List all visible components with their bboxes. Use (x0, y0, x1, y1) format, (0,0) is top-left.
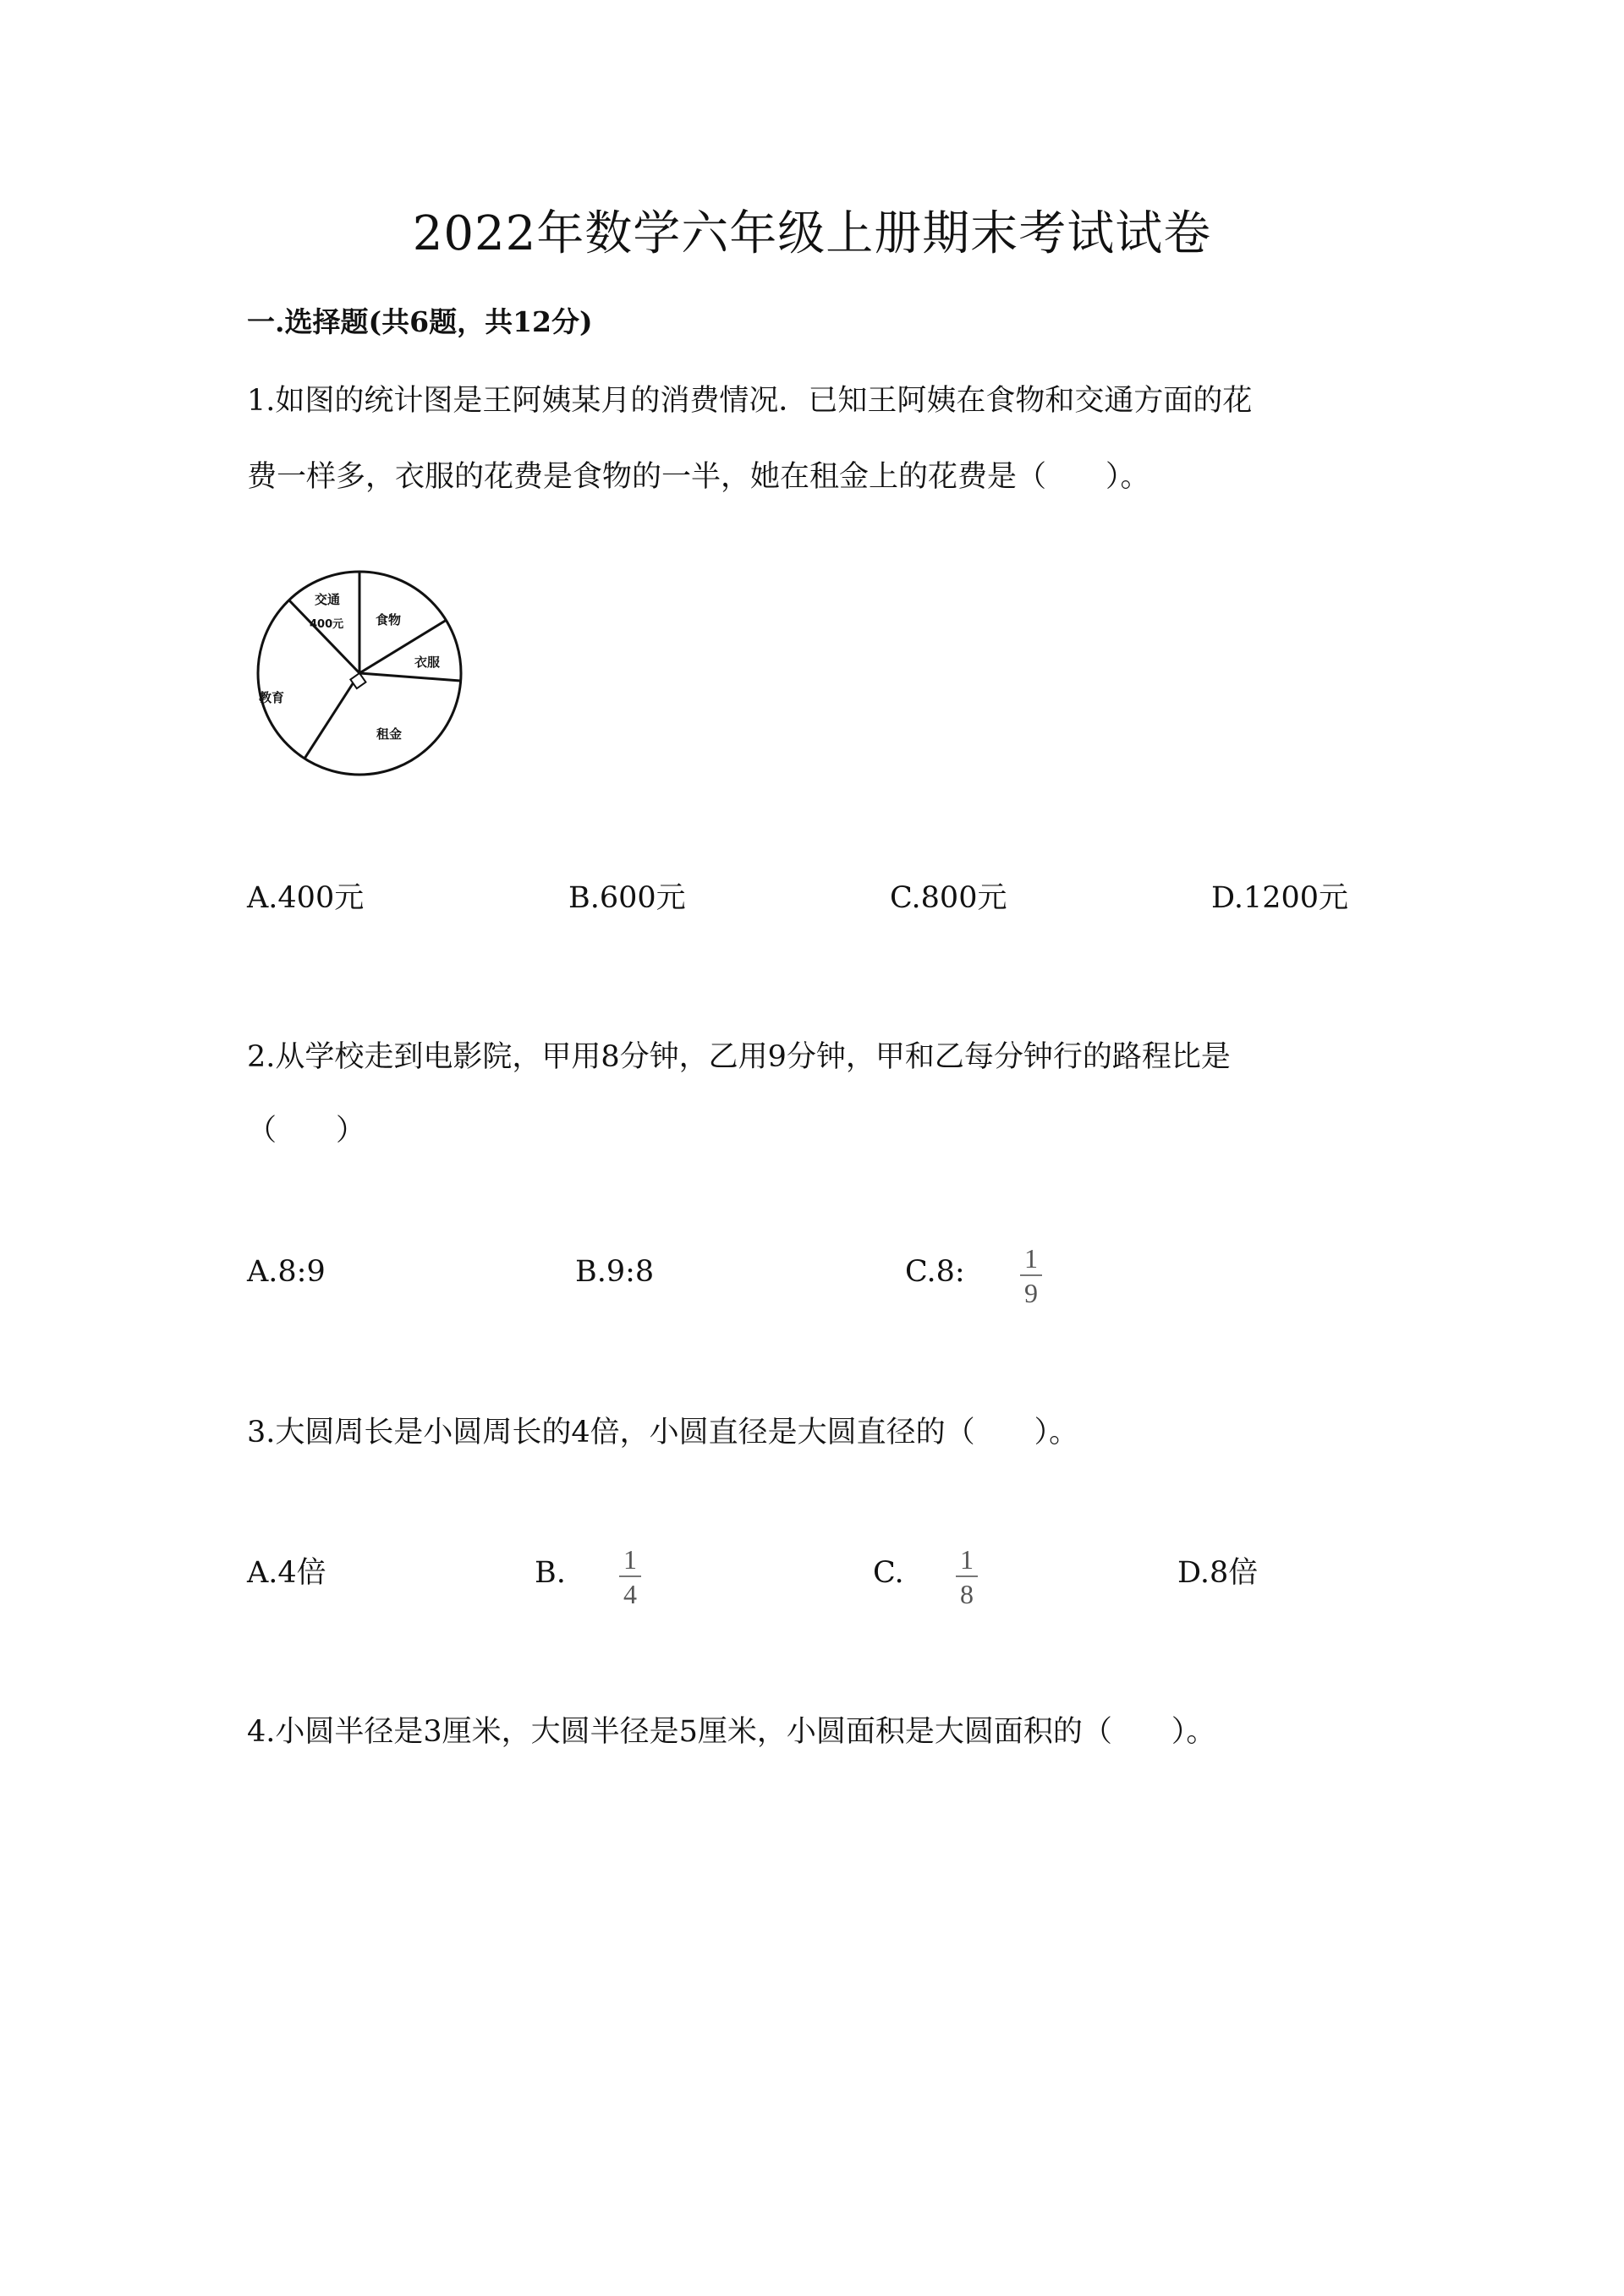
fraction-numerator: 1 (623, 1544, 637, 1575)
question-4-line-1: 4.小圆半径是3厘米，大圆半径是5厘米，小圆面积是大圆面积的（ ）。 (247, 1715, 1216, 1749)
right-angle-mark (350, 673, 365, 688)
page-title: 2022年数学六年级上册期末考试试卷 (412, 206, 1212, 261)
q1-option-d: D.1200元 (1211, 881, 1349, 915)
q3-option-c-fraction (956, 1544, 978, 1609)
q2-option-a: A.8:9 (247, 1255, 326, 1289)
pie-divider-transport (289, 600, 359, 673)
question-2-line-2: （ ） (247, 1114, 366, 1148)
question-3-line-1: 3.大圆周长是小圆周长的4倍，小圆直径是大圆直径的（ ）。 (247, 1416, 1079, 1449)
q2-option-c-fraction (1020, 1243, 1042, 1308)
pie-label-transport: 交通 (315, 592, 341, 607)
q2-option-c: C.8: (905, 1255, 965, 1289)
fraction-denominator: 4 (623, 1579, 637, 1609)
q3-option-c: C. (873, 1556, 904, 1590)
fraction-numerator: 1 (960, 1544, 974, 1575)
q1-option-c: C.800元 (890, 881, 1007, 915)
q3-option-d: D.8倍 (1177, 1556, 1259, 1590)
question-1-line-1: 1.如图的统计图是王阿姨某月的消费情况．已知王阿姨在食物和交通方面的花 (247, 384, 1253, 418)
question-2-line-1: 2.从学校走到电影院，甲用8分钟，乙用9分钟，甲和乙每分钟行的路程比是 (247, 1040, 1231, 1074)
q3-option-b: B. (535, 1556, 566, 1590)
pie-label-clothes: 衣服 (414, 655, 441, 670)
pie-divider-education (304, 673, 359, 759)
pie-label-transport-value: 400元 (310, 618, 344, 631)
fraction-bar (1020, 1274, 1042, 1276)
q1-option-b: B.600元 (568, 881, 686, 915)
q2-option-b: B.9:8 (575, 1255, 655, 1289)
q3-option-b-fraction (619, 1544, 641, 1609)
pie-label-food: 食物 (376, 612, 402, 627)
question-1-line-2: 费一样多，衣服的花费是食物的一半，她在租金上的花费是（ ）。 (247, 460, 1150, 494)
fraction-numerator: 1 (1024, 1243, 1038, 1274)
pie-divider-rent (359, 673, 460, 681)
fraction-bar (956, 1575, 978, 1577)
q3-option-a: A.4倍 (247, 1556, 326, 1590)
q1-option-a: A.400元 (247, 881, 365, 915)
pie-label-rent: 租金 (376, 726, 403, 742)
pie-label-education: 教育 (259, 690, 285, 705)
fraction-bar (619, 1575, 641, 1577)
fraction-denominator: 9 (1024, 1278, 1038, 1308)
fraction-denominator: 8 (960, 1579, 974, 1609)
pie-chart-figure (254, 567, 482, 795)
section-heading: 一.选择题(共6题，共12分) (247, 305, 593, 338)
